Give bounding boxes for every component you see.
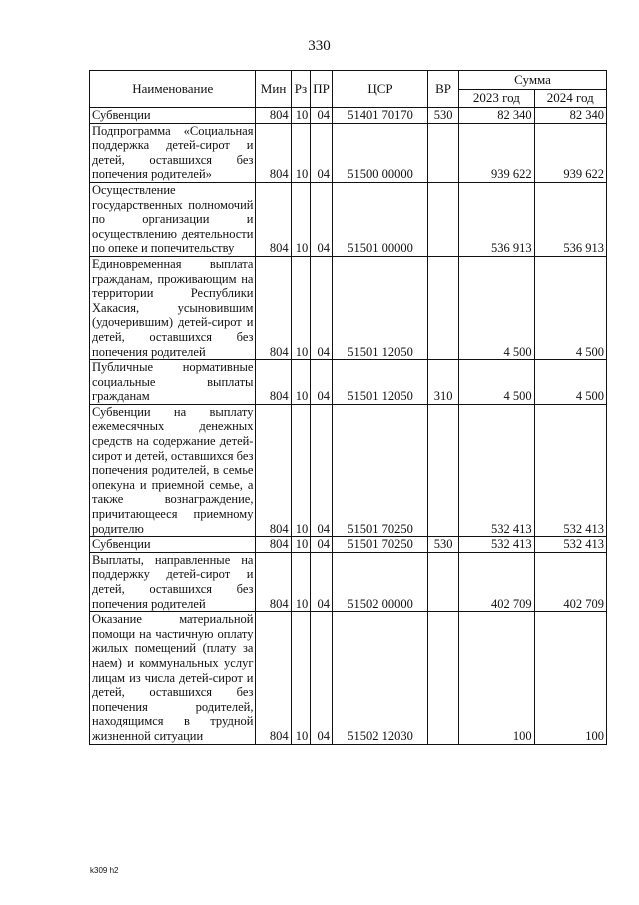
table-row [90, 256, 607, 359]
header-csr: ЦСР [332, 71, 427, 108]
cell-pr: 04 [311, 360, 333, 405]
cell-min: 804 [256, 108, 291, 124]
cell-2024: 82 340 [534, 108, 606, 124]
cell-rz: 10 [291, 552, 311, 611]
cell-min: 804 [256, 552, 291, 611]
header-name: Наименование [90, 71, 256, 108]
cell-csr: 51501 12050 [332, 360, 427, 405]
cell-2023: 4 500 [459, 360, 534, 405]
header-vr: ВР [428, 71, 459, 108]
cell-name: Публичные нормативные социальные выплаты гражданам [90, 360, 256, 405]
cell-pr: 04 [311, 256, 333, 359]
table-row [90, 404, 607, 536]
cell-2024: 402 709 [534, 552, 606, 611]
cell-2024: 536 913 [534, 182, 606, 256]
table-row [90, 612, 607, 744]
cell-min: 804 [256, 182, 291, 256]
header-year-2023: 2023 год [459, 90, 534, 108]
cell-2023: 100 [459, 612, 534, 744]
table-row [90, 537, 607, 553]
cell-vr [428, 256, 459, 359]
cell-pr: 04 [311, 108, 333, 124]
cell-vr [428, 552, 459, 611]
cell-name: Субвенции [90, 108, 256, 124]
cell-2023: 532 413 [459, 537, 534, 553]
cell-2023: 939 622 [459, 123, 534, 182]
cell-rz: 10 [291, 123, 311, 182]
table-header [90, 71, 607, 108]
cell-2023: 532 413 [459, 404, 534, 536]
cell-csr: 51501 00000 [332, 182, 427, 256]
cell-2024: 939 622 [534, 123, 606, 182]
budget-table [89, 70, 607, 745]
cell-pr: 04 [311, 552, 333, 611]
cell-name: Оказание материальной помощи на частичную оплату жилых помещений (плату за наем) и коммунальных услуг лицам из числа детей-сирот и детей, оставшихся без попечения родителей, находящимся в трудной жизненной ситуации [90, 612, 256, 744]
cell-name: Субвенции на выплату ежемесячных денежных средств на содержание детей-сирот и детей, оставшихся без попечения родителей, в семье опекуна и приемной семье, а также вознаграждение, причитающееся приемному родителю [90, 404, 256, 536]
cell-name: Единовременная выплата гражданам, проживающим на территории Республики Хакасия, усыновившим (удочерившим) детей-сирот и детей, оставшихся без попечения родителей [90, 256, 256, 359]
cell-name: Осуществление государственных полномочий по организации и осуществлению деятельности по опеке и попечительству [90, 182, 256, 256]
page-number: 330 [308, 38, 331, 54]
cell-rz: 10 [291, 404, 311, 536]
cell-2024: 100 [534, 612, 606, 744]
cell-vr: 310 [428, 360, 459, 405]
table-row [90, 108, 607, 124]
cell-csr: 51501 70250 [332, 537, 427, 553]
cell-vr [428, 182, 459, 256]
cell-name: Выплаты, направленные на поддержку детей-сирот и детей, оставшихся без попечения родителей [90, 552, 256, 611]
cell-vr [428, 123, 459, 182]
cell-2024: 532 413 [534, 404, 606, 536]
table-row [90, 123, 607, 182]
cell-2023: 4 500 [459, 256, 534, 359]
cell-2023: 536 913 [459, 182, 534, 256]
cell-min: 804 [256, 404, 291, 536]
header-sum: Сумма [459, 71, 607, 90]
cell-csr: 51502 00000 [332, 552, 427, 611]
header-pr: ПР [311, 71, 333, 108]
cell-rz: 10 [291, 360, 311, 405]
footer-code: k309 h2 [90, 866, 119, 875]
cell-rz: 10 [291, 612, 311, 744]
cell-rz: 10 [291, 108, 311, 124]
cell-2024: 4 500 [534, 256, 606, 359]
cell-pr: 04 [311, 404, 333, 536]
cell-vr [428, 404, 459, 536]
cell-csr: 51502 12030 [332, 612, 427, 744]
cell-pr: 04 [311, 612, 333, 744]
cell-rz: 10 [291, 537, 311, 553]
cell-vr: 530 [428, 108, 459, 124]
cell-2024: 4 500 [534, 360, 606, 405]
table-row [90, 182, 607, 256]
cell-csr: 51501 70250 [332, 404, 427, 536]
cell-csr: 51401 70170 [332, 108, 427, 124]
cell-pr: 04 [311, 123, 333, 182]
header-min: Мин [256, 71, 291, 108]
cell-name: Подпрограмма «Социальная поддержка детей-сирот и детей, оставшихся без попечения родителей» [90, 123, 256, 182]
cell-csr: 51500 00000 [332, 123, 427, 182]
cell-pr: 04 [311, 182, 333, 256]
cell-min: 804 [256, 123, 291, 182]
cell-2024: 532 413 [534, 537, 606, 553]
cell-vr [428, 612, 459, 744]
cell-rz: 10 [291, 182, 311, 256]
table-body [90, 108, 607, 745]
cell-pr: 04 [311, 537, 333, 553]
cell-2023: 402 709 [459, 552, 534, 611]
cell-min: 804 [256, 360, 291, 405]
cell-2023: 82 340 [459, 108, 534, 124]
cell-vr: 530 [428, 537, 459, 553]
cell-min: 804 [256, 256, 291, 359]
table-row [90, 552, 607, 611]
table-row [90, 360, 607, 405]
cell-name: Субвенции [90, 537, 256, 553]
cell-min: 804 [256, 537, 291, 553]
header-year-2024: 2024 год [534, 90, 606, 108]
cell-min: 804 [256, 612, 291, 744]
header-rz: Рз [291, 71, 311, 108]
cell-csr: 51501 12050 [332, 256, 427, 359]
cell-rz: 10 [291, 256, 311, 359]
